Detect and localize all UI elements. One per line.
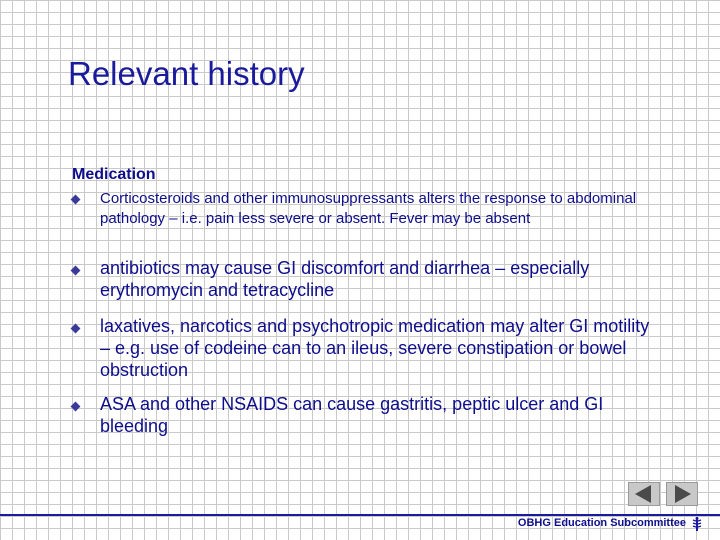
diamond-bullet-icon bbox=[71, 266, 81, 276]
next-slide-button[interactable] bbox=[666, 482, 698, 506]
bullet-item bbox=[72, 257, 657, 301]
bullet-text: ASA and other NSAIDS can cause gastritis, peptic ulcer and GI bleeding bbox=[100, 394, 604, 436]
bullet-item bbox=[72, 315, 657, 381]
footer-divider bbox=[0, 514, 720, 516]
bullet-text: laxatives, narcotics and psychotropic medication may alter GI motility – e.g. use of codeine can to an ileus, severe constipation or bowel obstruction bbox=[100, 316, 650, 380]
bullet-text: Corticosteroids and other immunosuppressants alters the response to abdominal pathology – i.e. pain less severe or absent. Fever may be absent bbox=[100, 190, 637, 227]
right-triangle-icon bbox=[667, 483, 697, 505]
footer-text: OBHG Education Subcommittee bbox=[517, 517, 686, 529]
diamond-bullet-icon bbox=[71, 402, 81, 412]
bullet-item bbox=[72, 393, 657, 437]
caduceus-icon bbox=[690, 517, 704, 531]
section-heading: Medication bbox=[72, 166, 156, 183]
bullet-item bbox=[72, 189, 657, 229]
left-triangle-icon bbox=[629, 483, 659, 505]
slide-title: Relevant history bbox=[68, 55, 305, 92]
bullet-text: antibiotics may cause GI discomfort and diarrhea – especially erythromycin and tetracycline bbox=[100, 258, 590, 300]
diamond-bullet-icon bbox=[71, 195, 81, 205]
diamond-bullet-icon bbox=[71, 324, 81, 334]
previous-slide-button[interactable] bbox=[628, 482, 660, 506]
